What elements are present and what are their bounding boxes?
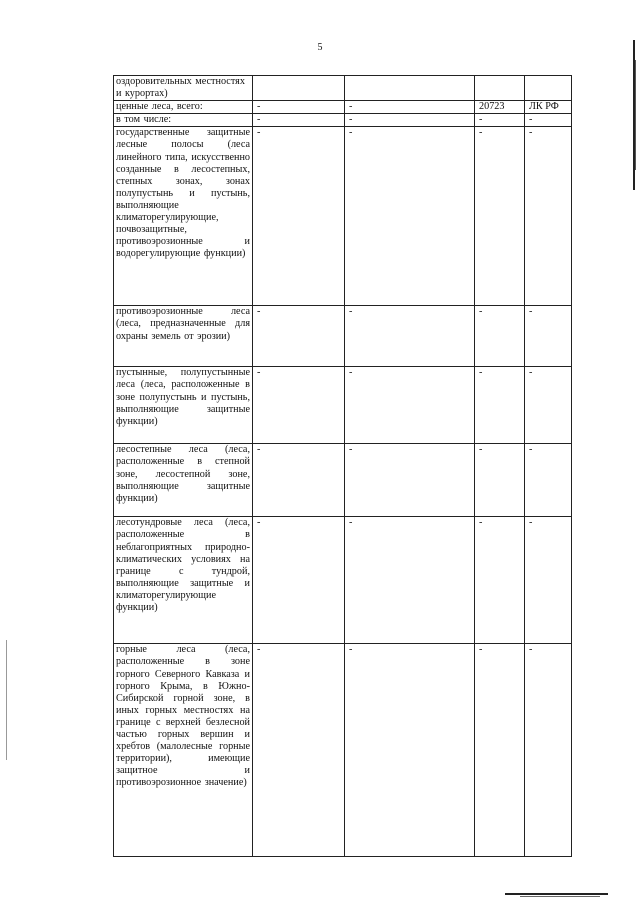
scan-edge-mark bbox=[6, 640, 7, 760]
value-cell: - bbox=[345, 444, 475, 517]
row-name-cell: пустынные, полупустынные леса (леса, расположенные в зоне полупустынь и пустынь, выполняющие защитные функции) bbox=[114, 367, 253, 444]
value-cell: - bbox=[345, 517, 475, 644]
row-name-cell: в том числе: bbox=[114, 114, 253, 127]
table-row bbox=[114, 644, 572, 857]
forest-category-table bbox=[113, 75, 572, 857]
table-row bbox=[114, 367, 572, 444]
value-cell: - bbox=[345, 114, 475, 127]
value-cell: - bbox=[525, 644, 572, 857]
value-cell: - bbox=[525, 367, 572, 444]
value-cell: - bbox=[475, 306, 525, 367]
value-cell: - bbox=[475, 444, 525, 517]
value-cell: - bbox=[475, 114, 525, 127]
value-cell: - bbox=[525, 444, 572, 517]
row-name-cell: государственные защитные лесные полосы (леса линейного типа, искусственно созданные в лесостепных, степных зонах, зонах полупустынь и пустынь, выполняющие климаторегулирующие, почвозащитные, противоэрозионные и водорегулирующие функции) bbox=[114, 127, 253, 306]
value-cell: - bbox=[475, 367, 525, 444]
value-cell: - bbox=[253, 517, 345, 644]
value-cell bbox=[253, 76, 345, 101]
row-name-cell: лесостепные леса (леса, расположенные в степной зоне, лесостепной зоне, выполняющие защитные функции) bbox=[114, 444, 253, 517]
value-cell: - bbox=[525, 306, 572, 367]
value-cell: - bbox=[475, 517, 525, 644]
value-cell: - bbox=[345, 644, 475, 857]
value-cell bbox=[525, 76, 572, 101]
footer-rule bbox=[520, 896, 600, 897]
value-cell: - bbox=[253, 114, 345, 127]
value-cell: - bbox=[253, 444, 345, 517]
table-row bbox=[114, 127, 572, 306]
value-cell: - bbox=[345, 367, 475, 444]
table-row bbox=[114, 101, 572, 114]
value-cell: ЛК РФ bbox=[525, 101, 572, 114]
value-cell: - bbox=[253, 644, 345, 857]
value-cell: - bbox=[253, 127, 345, 306]
footer-rule bbox=[505, 893, 608, 895]
row-name-cell: ценные леса, всего: bbox=[114, 101, 253, 114]
value-cell: - bbox=[253, 306, 345, 367]
value-cell bbox=[345, 76, 475, 101]
table-row bbox=[114, 114, 572, 127]
table-row bbox=[114, 517, 572, 644]
row-name-cell: противоэрозионные леса (леса, предназначенные для охраны земель от эрозии) bbox=[114, 306, 253, 367]
value-cell: - bbox=[253, 101, 345, 114]
value-cell: - bbox=[345, 101, 475, 114]
value-cell: - bbox=[253, 367, 345, 444]
value-cell: - bbox=[345, 127, 475, 306]
scan-edge-mark bbox=[635, 60, 636, 170]
row-name-cell: горные леса (леса, расположенные в зоне горного Северного Кавказа и горного Крыма, в Южно-Сибирской горной зоне, в иных горных местностях на границе с верхней безлесной частью горных вершин и хребтов (малолесные горные территории), имеющие защитное и противоэрозионное значение) bbox=[114, 644, 253, 857]
row-name-cell: лесотундровые леса (леса, расположенные в неблагоприятных природно-климатических условиях на границе с тундрой, выполняющие защитные и климаторегулирующие функции) bbox=[114, 517, 253, 644]
row-name-cell: оздоровительных местностях и курортах) bbox=[114, 76, 253, 101]
value-cell: - bbox=[475, 127, 525, 306]
value-cell: - bbox=[475, 644, 525, 857]
value-cell: - bbox=[525, 114, 572, 127]
value-cell: - bbox=[345, 306, 475, 367]
value-cell: - bbox=[525, 127, 572, 306]
page-number: 5 bbox=[317, 42, 323, 53]
table-row bbox=[114, 444, 572, 517]
value-cell: 20723 bbox=[475, 101, 525, 114]
value-cell bbox=[475, 76, 525, 101]
table-row bbox=[114, 76, 572, 101]
table-row bbox=[114, 306, 572, 367]
value-cell: - bbox=[525, 517, 572, 644]
